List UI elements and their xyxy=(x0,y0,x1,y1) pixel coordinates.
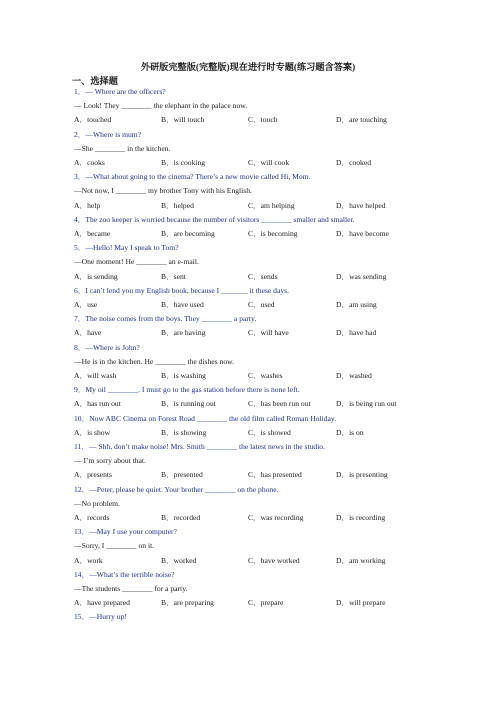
question-line: —She ________ in the kitchen. xyxy=(74,143,171,153)
question-text: —Hello! May I speak to Tom? xyxy=(85,243,179,253)
question-number: 4． xyxy=(74,214,86,224)
answer-option: A．use xyxy=(74,300,98,309)
answer-option: A．became xyxy=(74,229,111,238)
answer-option: C．has been run out xyxy=(248,399,311,409)
answer-option: B．have used xyxy=(161,300,204,309)
answer-option: B．sent xyxy=(161,271,186,281)
question-number: 1． xyxy=(74,87,86,96)
answer-option: D．am working xyxy=(336,555,386,565)
question-text: —What’s the terrible noise? xyxy=(89,569,175,579)
question-stem xyxy=(74,172,310,181)
question-stem xyxy=(74,414,336,423)
question-number: 5． xyxy=(74,243,86,253)
question-text: The noise comes from the boys. They ________ a party. xyxy=(85,314,257,324)
question-number: 10． xyxy=(74,413,90,423)
question-number: 13． xyxy=(74,527,90,537)
question-stem xyxy=(74,527,177,536)
question-text: I can’t lend you my English book, because I _______ it these days. xyxy=(85,285,289,295)
answer-option: B．recorded xyxy=(161,513,201,522)
question-text: —Hurry up! xyxy=(89,612,127,622)
answer-option: A．presents xyxy=(74,470,112,480)
question-stem xyxy=(74,612,127,621)
answer-option: D．have helped xyxy=(336,200,386,210)
answer-option: A．is show xyxy=(74,427,111,437)
question-text: —May I use your computer? xyxy=(89,527,177,537)
answer-option: C．will have xyxy=(248,328,289,338)
answer-option: B．are becoming xyxy=(161,229,215,238)
answer-option: C．has presented xyxy=(248,470,302,480)
question-line: — Look! They ________ the elephant in the palace now. xyxy=(74,101,248,111)
answer-option: D．will prepare xyxy=(336,598,386,608)
question-text: —Peter, please be quiet. Your brother ________ on the phone. xyxy=(89,484,279,494)
question-number: 8． xyxy=(74,342,86,352)
answer-option: A．work xyxy=(74,555,103,565)
answer-option: C．prepare xyxy=(248,598,284,608)
answer-option: D．was sending xyxy=(336,271,387,281)
question-stem xyxy=(74,570,175,579)
answer-option: B．is running out xyxy=(161,399,216,409)
answer-option: C．will cook xyxy=(248,158,290,167)
answer-option: D．is being run out xyxy=(336,399,397,409)
question-stem xyxy=(74,343,140,352)
question-stem xyxy=(74,286,289,295)
question-number: 6． xyxy=(74,285,86,295)
answer-option: A．records xyxy=(74,513,110,522)
answer-option: A．touched xyxy=(74,115,112,125)
answer-option: A．have xyxy=(74,328,102,338)
answer-option: C．sends xyxy=(248,271,278,281)
question-line: —Sorry, I ________ on it. xyxy=(74,541,155,551)
question-number: 3． xyxy=(74,172,86,182)
question-line: —One moment! He ________ an e-mail. xyxy=(74,257,199,267)
question-number: 2． xyxy=(74,129,86,139)
question-text: —Where is mum? xyxy=(85,129,142,139)
answer-option: B．will touch xyxy=(161,115,205,125)
question-line: —No problem. xyxy=(74,498,120,508)
answer-option: C．have worked xyxy=(248,555,300,565)
answer-option: C．is becoming xyxy=(248,229,298,238)
answer-option: B．are preparing xyxy=(161,598,214,608)
answer-option: D．have become xyxy=(336,229,389,238)
answer-option: A．is sending xyxy=(74,271,118,281)
question-line: —The students ________ for a party. xyxy=(74,584,188,593)
answer-option: B．worked xyxy=(161,555,197,565)
answer-option: C．am helping xyxy=(248,200,295,210)
answer-option: C．washes xyxy=(248,371,283,380)
question-number: 12． xyxy=(74,484,90,494)
question-stem xyxy=(74,385,300,394)
answer-option: A．cooks xyxy=(74,158,105,167)
answer-option: D．am using xyxy=(336,300,377,309)
answer-option: D．is presenting xyxy=(336,470,388,480)
question-stem xyxy=(74,314,256,323)
question-text: My oil ________. I must go to the gas station before there is none left. xyxy=(85,385,300,395)
question-number: 11． xyxy=(74,442,89,451)
question-stem xyxy=(74,215,354,224)
answer-option: D．cooked xyxy=(336,158,372,167)
question-number: 15． xyxy=(74,612,90,622)
question-line: —He is in the kitchen. He ________ the dishes now. xyxy=(74,356,235,366)
question-text: — Shh, don’t make noise! Mrs. Smith ________ the latest news in the studio. xyxy=(88,442,326,451)
answer-option: A．help xyxy=(74,200,101,210)
answer-option: B．is cooking xyxy=(161,158,206,167)
answer-option: B．is washing xyxy=(161,371,206,380)
answer-option: D．have had xyxy=(336,328,377,338)
answer-option: A．has run out xyxy=(74,399,121,409)
question-stem xyxy=(74,130,141,139)
question-text: — Where are the officers? xyxy=(85,87,166,96)
answer-option: C．touch xyxy=(248,115,278,125)
answer-option: D．are touching xyxy=(336,115,387,125)
answer-option: C．is showed xyxy=(248,427,291,437)
question-line: —Not now, I ________ my brother Tony with his English. xyxy=(74,186,252,196)
question-stem xyxy=(74,485,278,494)
answer-option: D．is recording xyxy=(336,513,386,522)
answer-option: B．presented xyxy=(161,470,203,480)
question-stem xyxy=(74,243,179,252)
question-text: Now ABC Cinema on Forest Road ________ the old film called Roman Holiday. xyxy=(89,413,337,423)
question-text: —Where is John? xyxy=(85,342,140,352)
answer-option: C．was recording xyxy=(248,513,304,522)
answer-option: B．helped xyxy=(161,200,194,210)
answer-option: A．have prepared xyxy=(74,598,130,608)
question-number: 9． xyxy=(74,385,86,395)
question-number: 7． xyxy=(74,314,86,324)
answer-option: B．is showing xyxy=(161,427,207,437)
answer-option: B．are having xyxy=(161,328,206,338)
question-text: The zoo keeper is worried because the number of visitors ________ smaller and smaller. xyxy=(85,214,355,224)
question-line: — I’m sorry about that. xyxy=(74,456,146,466)
question-stem xyxy=(74,87,166,96)
question-number: 14． xyxy=(74,569,90,579)
answer-option: A．will wash xyxy=(74,371,117,380)
answer-option: D．washed xyxy=(336,371,372,380)
question-text: —What about going to the cinema? There’s a new movie called Hi, Mom. xyxy=(85,172,311,182)
answer-option: C．used xyxy=(248,300,275,309)
document-title: 外研版完整版(完整版)现在进行时专题(练习题含答案) xyxy=(140,62,356,72)
section-heading: 一、选择题 xyxy=(72,76,118,86)
answer-option: D．is on xyxy=(336,427,364,437)
question-stem xyxy=(74,442,325,451)
